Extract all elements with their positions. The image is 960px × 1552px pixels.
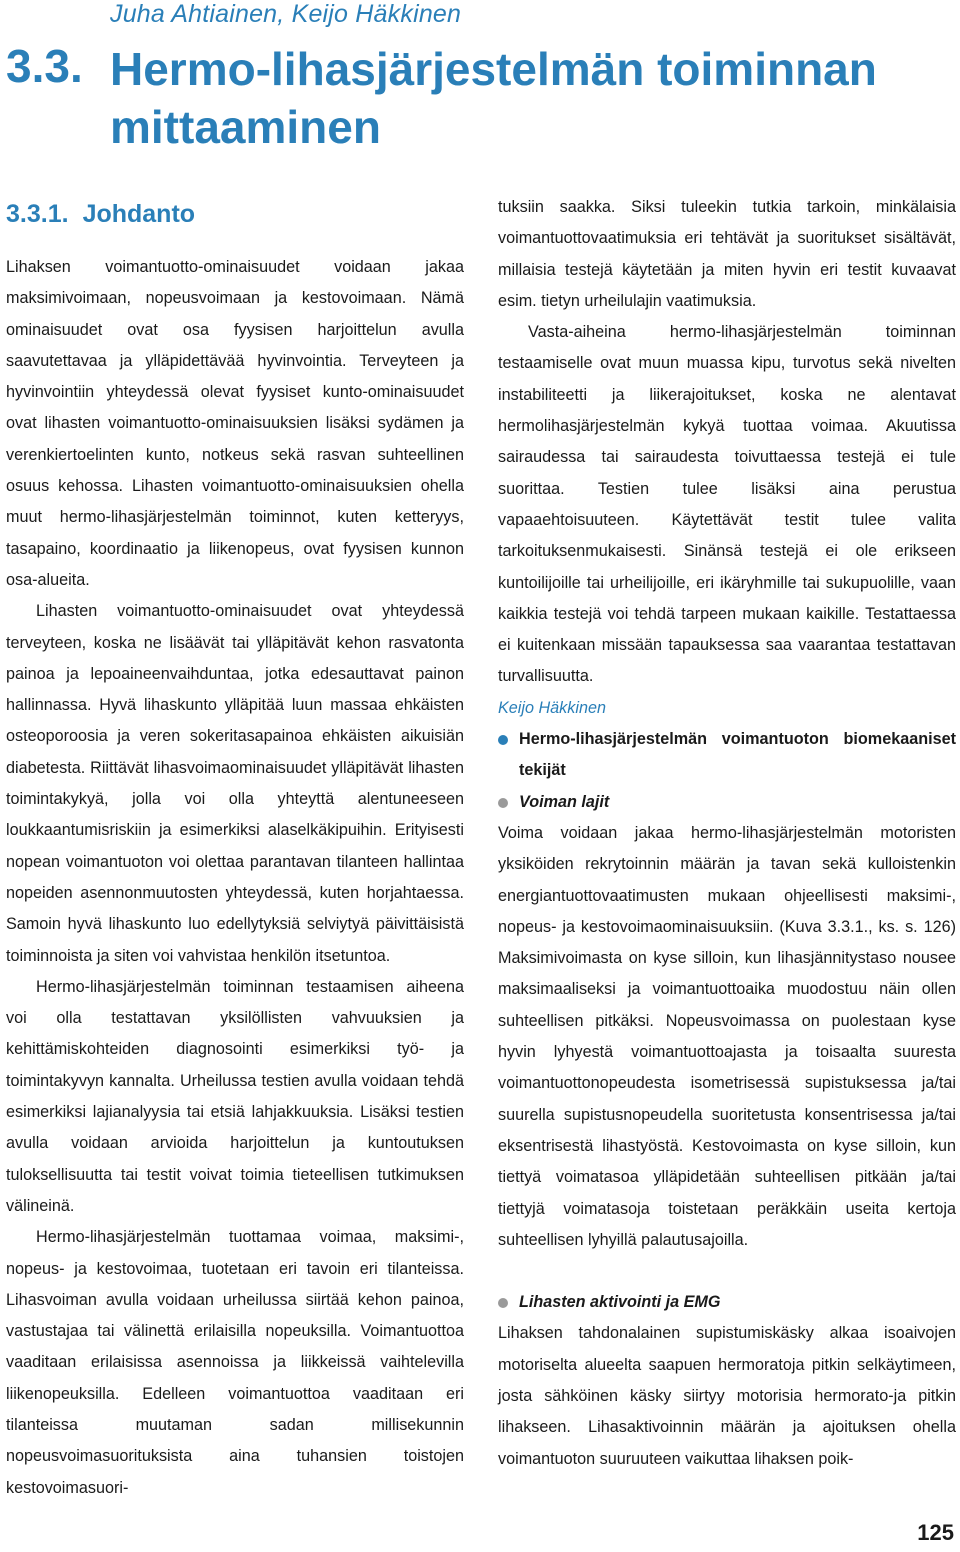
sub-heading-text: Voiman lajit <box>519 792 610 811</box>
chapter-title: Hermo-lihasjärjestelmän toiminnan mittaaminen <box>110 43 877 153</box>
paragraph: Hermo-lihasjärjestelmän tuottamaa voimaa, maksimi-, nopeus- ja kestovoimaa, tuotetaan eri tavoin eri tilanteissa. Lihasvoiman avulla voidaan urheilussa siirtää kehon painoa, vastustajaa tai välinettä erilaisilla nopeuksilla. Voimantuottoa vaaditaan erilaisissa asennoissa ja liikkeissä vaihtelevilla liikenopeuksilla. Edelleen voimantuottoa vaaditaan eri tilanteissa muutaman sadan millisekunnin nopeusvoimasuorituksista aina tuhansien toistojen kestovoimasuori- <box>6 1228 464 1497</box>
sub-heading-text: Lihasten aktivointi ja EMG <box>519 1293 721 1312</box>
sub-heading <box>498 1287 956 1318</box>
right-column <box>498 192 956 1475</box>
grey-bullet-icon <box>498 798 508 808</box>
left-column <box>6 252 464 1504</box>
paragraph: Lihasten voimantuotto-ominaisuudet ovat yhteydessä terveyteen, koska ne lisäävät tai ylläpitävät kehon rasvatonta painoa ja lepoaineenvaihduntaa, jotka edesauttavat painon hallinnassa. Hyvä lihaskunto ylläpitää luun massaa ehkäisten osteoporoosia ja veren sokeritasapainoa ehkäisten aikuisiän diabetesta. Riittävät lihasvoimaominaisuudet ylläpitävät lihasten toimintakykyä, jolla voi olla yhteyttä alentuneeseen loukkaantumisriskiin ja esimerkiksi alaselkäkipuihin. Erityisesti nopean voimantuoton voi olettaa parantavan tilanteen hallintaa nopeiden asennonmuutosten yhteydessä, kuten horjahtaessa. Samoin hyvä lihaskunto luo edellytyksiä selviytyä päivittäisistä toiminnoista ja siten voi vahvistaa henkilön itsetuntoa. <box>6 602 464 965</box>
paragraph: Lihaksen tahdonalainen supistumiskäsky alkaa isoaivojen motoriselta alueelta saapuen hermoratoja pitkin selkäytimeen, josta sähköinen käsky siirtyy motorisia hermorato-ja pitkin lihakseen. Lihasaktivoinnin määrän ja ajoituksen ohella voimantuoton suuruuteen vaikuttaa lihaksen poik- <box>498 1324 956 1468</box>
bullet-heading-text: Hermo-lihasjärjestelmän voimantuoton biomekaaniset tekijät <box>519 730 956 780</box>
paragraph: Lihaksen voimantuotto-ominaisuudet voidaan jakaa maksimivoimaan, nopeusvoimaan ja kestovoimaan. Nämä ominaisuudet ovat osa fyysisen harjoittelun avulla saavutettavaa ja ylläpidettävää hyvinvointia. Terveyteen ja hyvinvointiin yhteydessä olevat fyysiset kunto-ominaisuudet ovat lihasten voimantuotto-ominaisuuksien lisäksi sydämen ja verenkiertoelinten kunto, notkeus sekä rasvan suhteellinen osuus kehossa. Lihasten voimantuotto-ominaisuuksien ohella muut hermo-lihasjärjestelmän toiminnot, kuten ketteryys, tasapaino, koordinaatio ja liikenopeus, ovat fyysisen kunnon osa-alueita. <box>6 258 464 589</box>
section-number: 3.3.1. <box>6 200 69 228</box>
section-heading <box>6 200 195 229</box>
section-title: Johdanto <box>82 200 196 228</box>
paragraph: tuksiin saakka. Siksi tuleekin tutkia tarkoin, minkälaisia voimantuottovaatimuksia eri tehtävät ja suoritukset sisältävät, millaisia testejä käytetään ja miten hyvin eri testit kuvaavat esim. tietyn urheilulajin vaatimuksia. <box>498 198 956 310</box>
paragraph: Voima voidaan jakaa hermo-lihasjärjestelmän motoristen yksiköiden rekrytoinnin määrän ja tavan sekä kulloistenkin energiantuottovaatimusten mukaan ohjeellisesti maksimi-, nopeus- ja kestovoimaominaisuuksiin. (Kuva 3.3.1., ks. s. 126) Maksimivoimasta on kyse silloin, kun lihasjännitystaso nousee maksimaaliseksi ja voimantuottoaika muodostuu näin ollen suhteellisen pitkäksi. Nopeusvoimassa on puolestaan kyse hyvin lyhyestä voimantuottoajasta ja toisaalta suuresta voimantuottonopeudesta isometrisessä supistuksessa ja/tai suurella supistusnopeudella suoritetusta konsentrisessa ja/tai eksentrisestä lihastyöstä. Kestovoimasta on kyse silloin, kun tiettyä voimatasoa ylläpidetään suhteellisen pitkään ja/tai tiettyjä voimatasoja toistetaan peräkkäin useita kertoja suhteellisen lyhyillä palautusajoilla. <box>498 823 956 1249</box>
sub-section-author: Keijo Häkkinen <box>498 698 606 717</box>
blue-bullet-icon <box>498 735 508 745</box>
chapter-authors: Juha Ahtiainen, Keijo Häkkinen <box>110 0 462 28</box>
paragraph: Hermo-lihasjärjestelmän toiminnan testaamisen aiheena voi olla testattavan yksilöllisten vahvuuksien ja kehittämiskohteiden diagnosointi esimerkiksi työ- ja toimintakyvyn kannalta. Urheilussa testien avulla voidaan tehdä esimerkiksi lajianalyysia tai etsiä lahjakkuuksia. Lisäksi testien avulla voidaan arvioida harjoittelun ja kuntoutuksen tuloksellisuutta tai testit voivat toimia tieteellisen tutkimuksen välineinä. <box>6 977 464 1215</box>
page-number: 125 <box>917 1520 954 1545</box>
bullet-heading <box>498 724 956 787</box>
chapter-number: 3.3. <box>6 40 83 92</box>
sub-heading <box>498 787 956 818</box>
grey-bullet-icon <box>498 1298 508 1308</box>
paragraph: Vasta-aiheina hermo-lihasjärjestelmän toiminnan testaamiselle ovat muun muassa kipu, turvotus sekä nivelten instabiliteetti ja liikerajoitukset, koska ne alentavat hermolihasjärjestelmän kykyä tuottaa voimaa. Akuutissa sairaudessa tai sairaudesta toivuttaessa testejä ei tule suorittaa. Testien tulee lisäksi aina perustua vapaaehtoisuuteen. Käytettävät testit tulee valita tarkoituksenmukaisesti. Sinänsä testejä ei ole erikseen kuntoilijoille tai urheilijoille, eri ikäryhmille tai sukupuolille, vaan kaikkia testejä voi tehdä tarpeen mukaan kaikille. Testattaessa ei kuitenkaan missään tapauksessa saa vaarantaa testattavan turvallisuutta. <box>498 323 956 686</box>
